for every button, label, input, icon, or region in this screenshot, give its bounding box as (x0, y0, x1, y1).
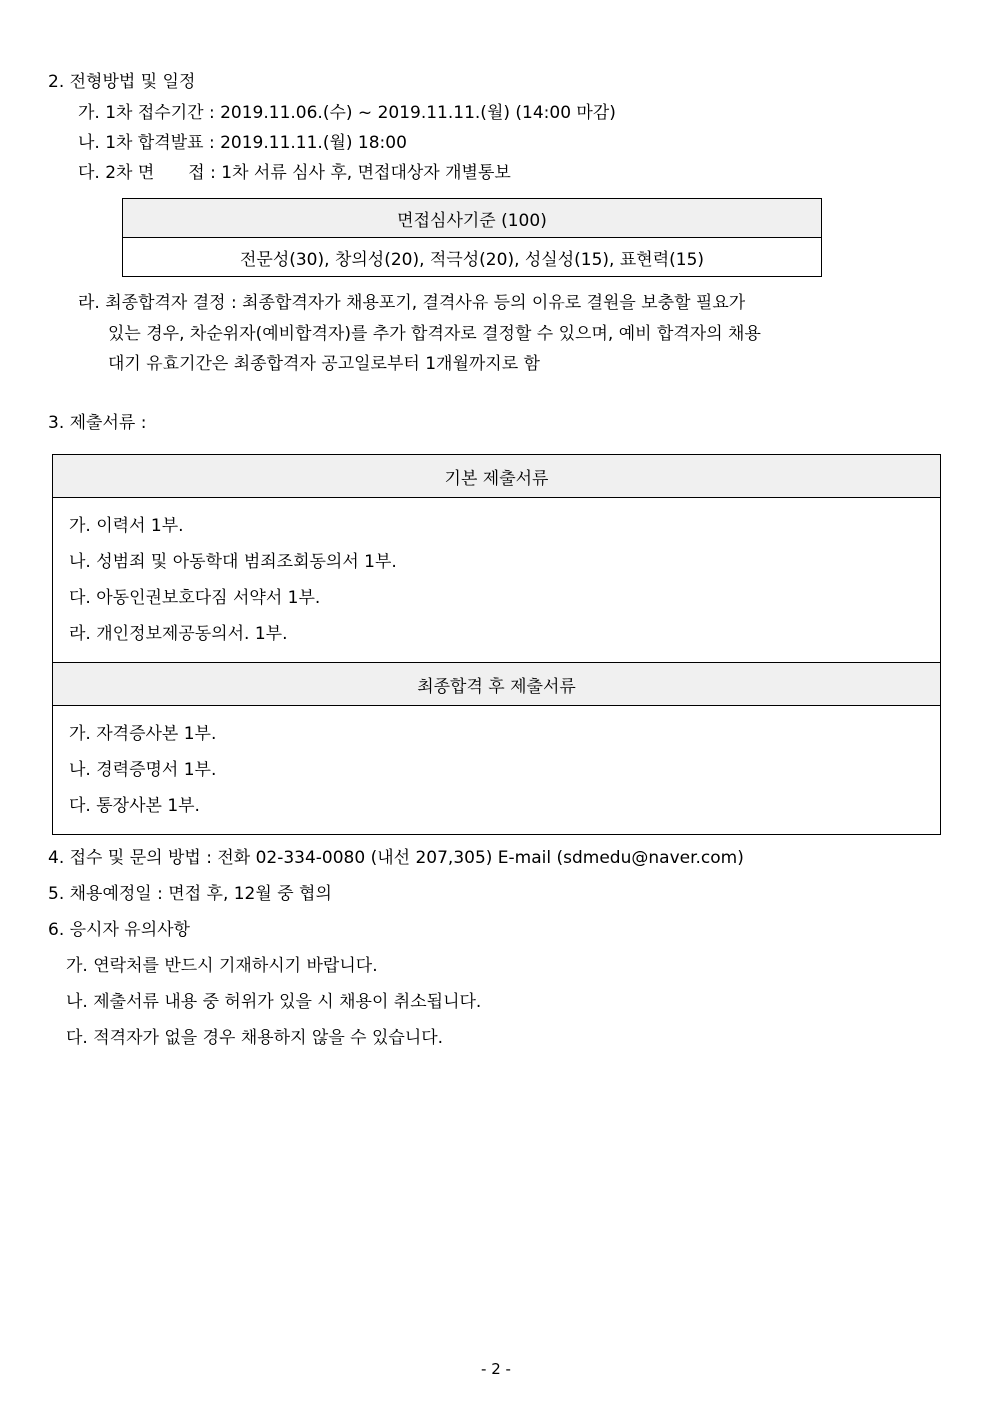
page-number: - 2 - (481, 1360, 511, 1378)
schedule-item-interview: 다. 2차 면 접 : 1차 서류 심사 후, 면접대상자 개별통보 (78, 163, 511, 183)
list-item: 가. 자격증사본 1부. (69, 724, 217, 744)
interview-criteria-body: 전문성(30), 창의성(20), 적극성(20), 성실성(15), 표현력(15) (123, 238, 822, 277)
list-item: 라. 개인정보제공동의서. 1부. (69, 624, 288, 644)
final-documents-header: 최종합격 후 제출서류 (53, 663, 941, 706)
section-4 (48, 846, 744, 870)
final-decision-line-2: 있는 경우, 차순위자(예비합격자)를 추가 합격자로 결정할 수 있으며, 예비 합격자의 채용 (108, 324, 761, 344)
interview-criteria-table (122, 198, 822, 277)
final-documents-list (53, 706, 941, 835)
list-item: 가. 이력서 1부. (69, 516, 184, 536)
notice-item: 가. 연락처를 반드시 기재하시기 바랍니다. (66, 956, 378, 976)
schedule-item-application: 가. 1차 접수기간 : 2019.11.06.(수) ~ 2019.11.11.(월) (14:00 마감) (78, 103, 616, 123)
section-3-title: 3. 제출서류 : (48, 413, 147, 433)
final-decision-line-1: 라. 최종합격자 결정 : 최종합격자가 채용포기, 결격사유 등의 이유로 결원을 보충할 필요가 (78, 293, 746, 313)
interview-criteria-header: 면접심사기준 (100) (123, 199, 822, 238)
section-6-title: 6. 응시자 유의사항 (48, 920, 190, 940)
contact-info: 전화 02-334-0080 (내선 207,305) E-mail (sdmedu@naver.com) (211, 848, 744, 868)
list-item: 다. 통장사본 1부. (69, 796, 200, 816)
documents-table (52, 454, 941, 835)
section-4-label: 4. 접수 및 문의 방법 : (48, 848, 212, 868)
schedule-item-announcement: 나. 1차 합격발표 : 2019.11.11.(월) 18:00 (78, 133, 407, 153)
notice-item: 다. 적격자가 없을 경우 채용하지 않을 수 있습니다. (66, 1028, 444, 1048)
list-item: 나. 경력증명서 1부. (69, 760, 217, 780)
basic-documents-list (53, 498, 941, 663)
notice-item: 나. 제출서류 내용 중 허위가 있을 시 채용이 취소됩니다. (66, 992, 482, 1012)
section-5: 5. 채용예정일 : 면접 후, 12월 중 협의 (48, 884, 332, 904)
list-item: 나. 성범죄 및 아동학대 범죄조회동의서 1부. (69, 552, 397, 572)
final-decision-line-3: 대기 유효기간은 최종합격자 공고일로부터 1개월까지로 함 (108, 354, 540, 374)
basic-documents-header: 기본 제출서류 (53, 455, 941, 498)
section-2-title: 2. 전형방법 및 일정 (48, 72, 196, 92)
list-item: 다. 아동인권보호다짐 서약서 1부. (69, 588, 321, 608)
